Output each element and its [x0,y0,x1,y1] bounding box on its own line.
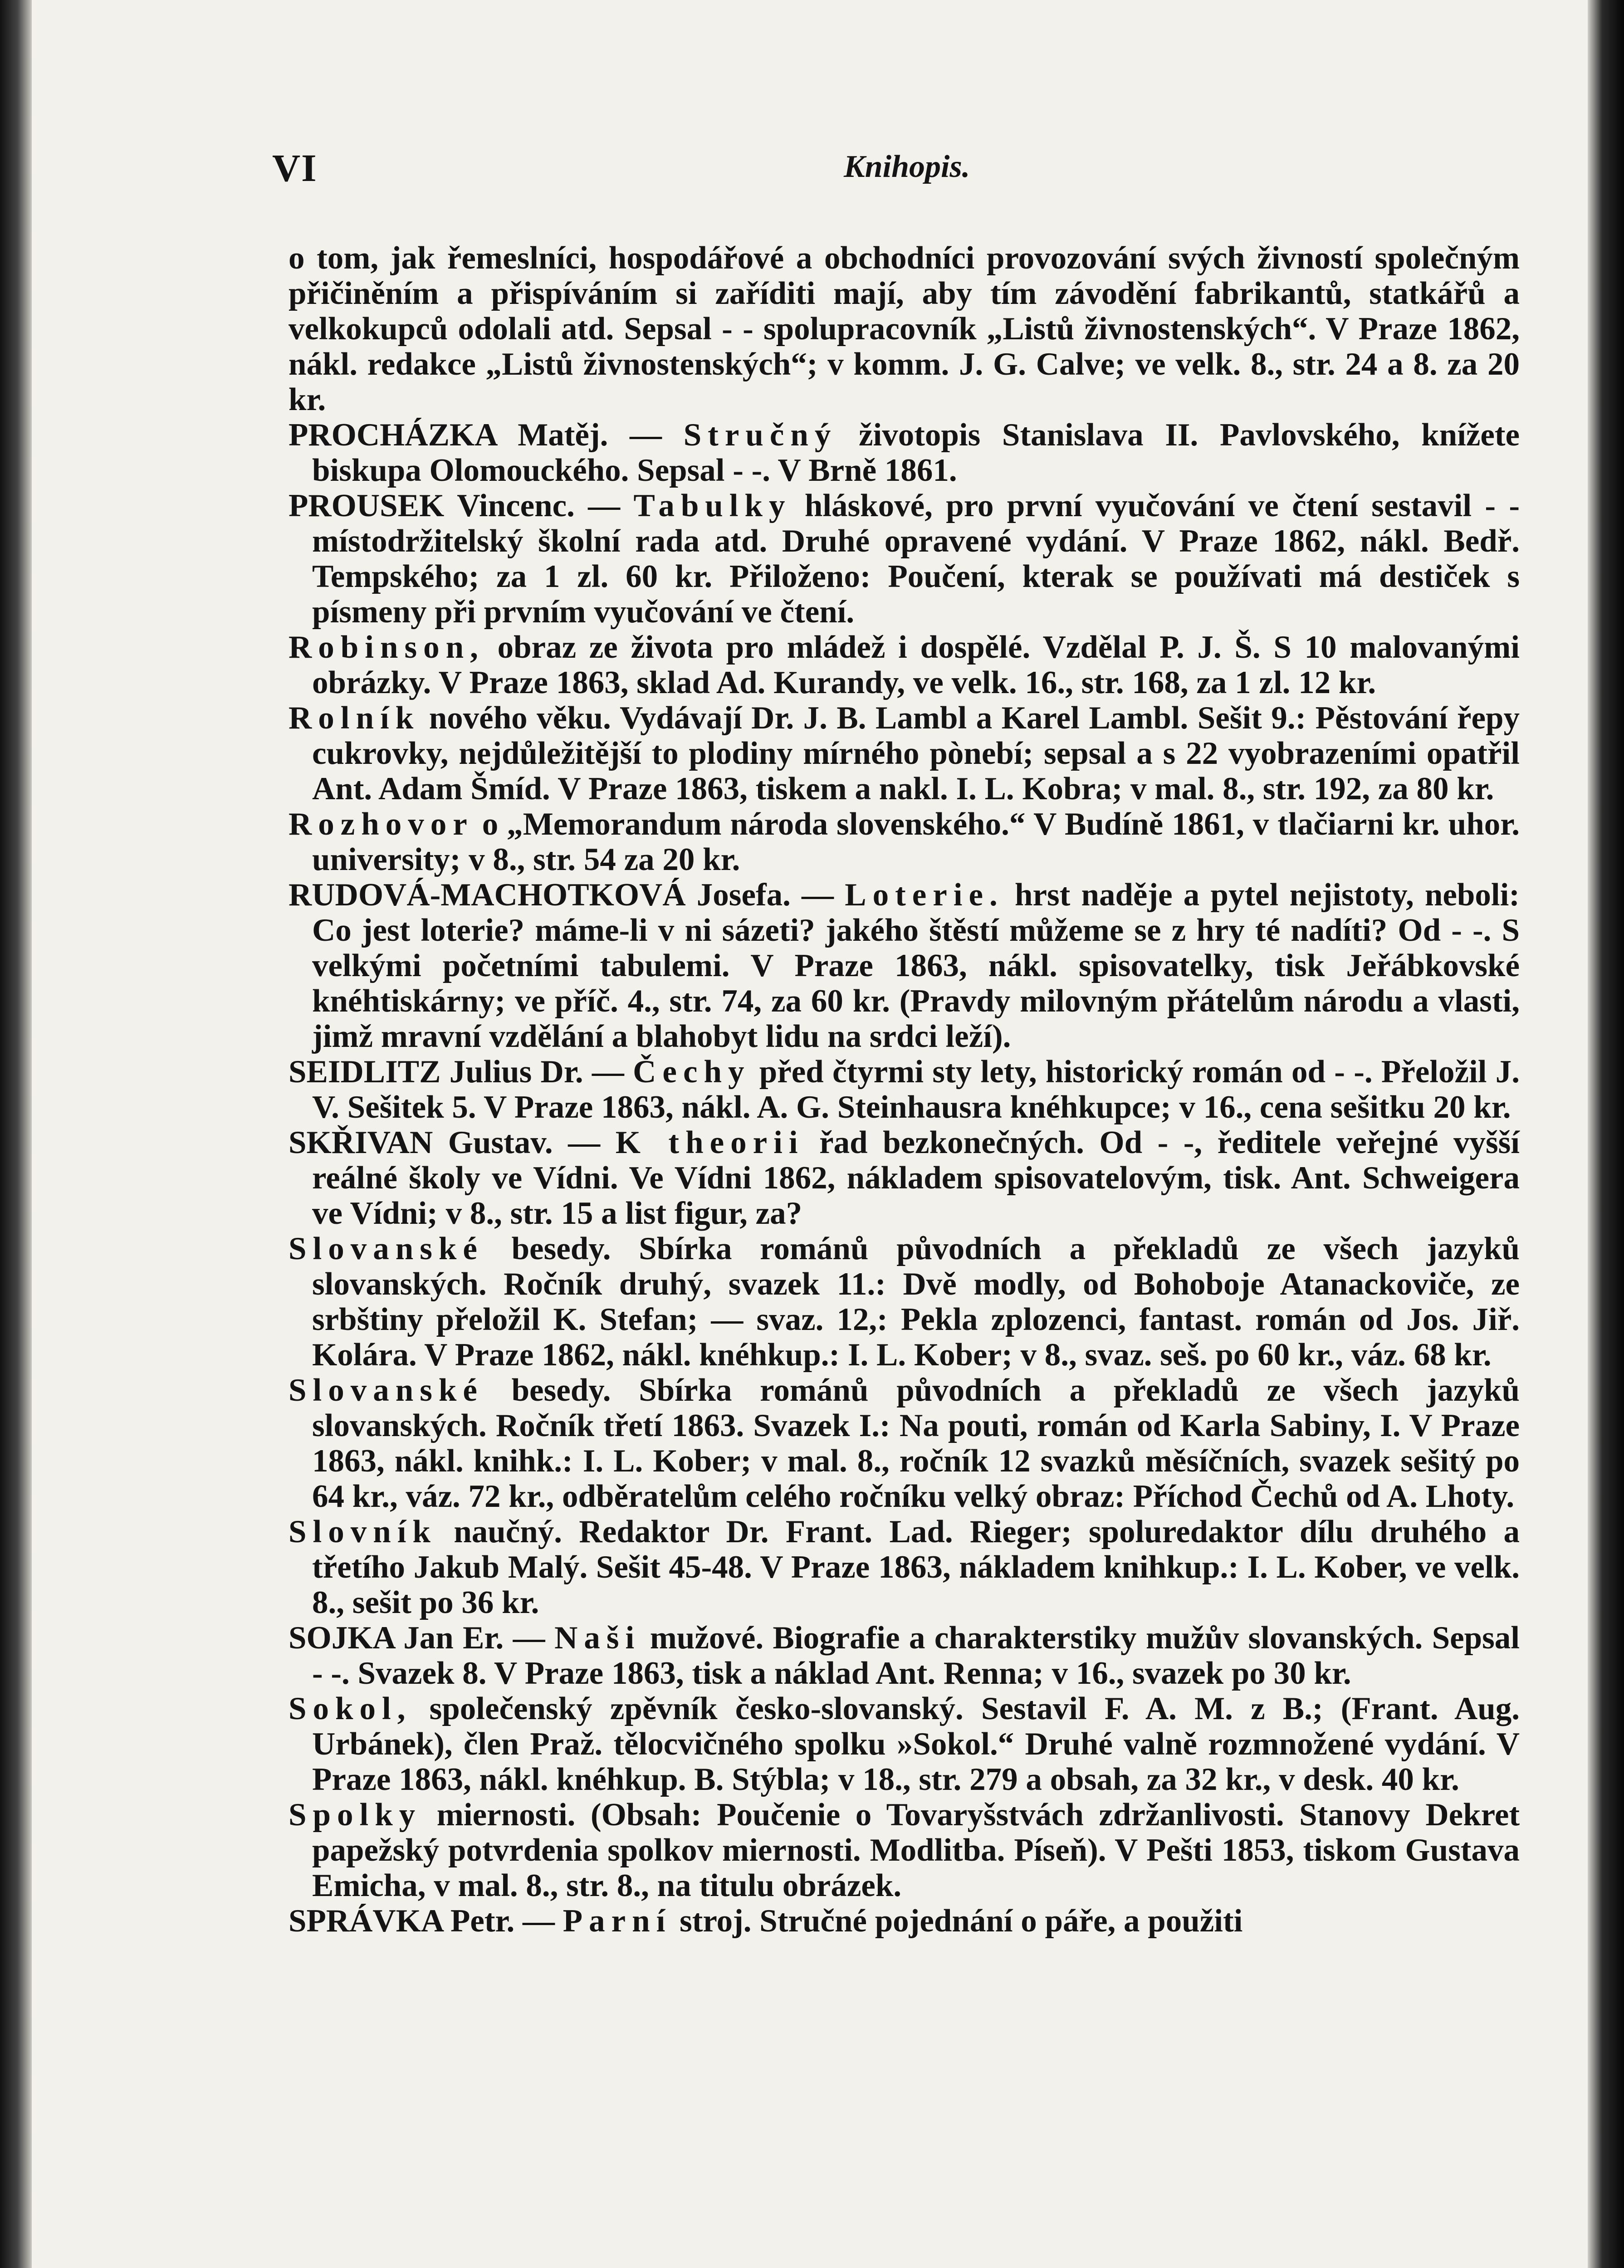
catalog-entry [289,700,1520,807]
page-number: VI [272,146,318,190]
entry-title: Spolky [289,1797,422,1833]
catalog-entry [289,1514,1520,1620]
entry-heading: SOJKA Jan Er. — [289,1620,545,1656]
catalog-entry [289,1620,1520,1691]
entry-text: společenský zpěvník česko-slovanský. Sestavil F. A. M. z B.; (Frant. Aug. Urbánek), člen Praž. tělocvičného spolku »Sokol.“ Druhé valně rozmnožené vydání. V Praze 1863, nákl. knéhkup. B. Stýbla; v 18., str. 279 a obsah, za 32 kr., v desk. 40 kr. [312,1691,1520,1797]
entry-text: před čtyrmi sty lety, historický román od - -. Přeložil J. V. Sešitek 5. V Praze 1863, nákl. A. G. Steinhausra knéhkupce; v 16., cena sešitku 20 kr. [312,1054,1520,1125]
catalog-entry [289,630,1520,700]
catalog-entry [289,1373,1520,1514]
entry-title: Rozhovor [289,807,474,842]
entry-heading: RUDOVÁ-MACHOTKOVÁ Josefa. — [289,877,834,913]
entry-text: hláskové, pro první vyučování ve čtení sestavil - - místodržitelský školní rada atd. Druhé opravené vydání. V Praze 1862, nákl. Bedř. Tempského; za 1 zl. 60 kr. Přiloženo: Poučení, kterak se používati má destiček s písmeny při prvním vyučování ve čtení. [312,488,1520,630]
entry-title: K theorii [615,1125,804,1160]
entry-heading: SPRÁVKA Petr. — [289,1903,555,1939]
entry-title: Naši [554,1620,641,1656]
page-edge-right [1588,0,1624,2268]
page-header [272,145,1542,195]
catalog-entry [289,1903,1520,1939]
entry-text: životopis Stanislava II. Pavlovského, knížete biskupa Olomouckého. Sepsal - -. V Brně 1861. [312,417,1520,488]
entry-title: Slovník [289,1514,437,1549]
entry-title: Tabulky [633,488,792,523]
catalog-entry [289,807,1520,877]
entry-title: Parní [563,1903,672,1939]
entry-heading: PROUSEK Vincenc. — [289,488,621,523]
entry-text: stroj. Stručné pojednání o páře, a použiti [680,1903,1243,1939]
catalog-text [289,240,1520,1939]
entry-title: Stručný [683,417,837,453]
entry-text: o „Memorandum národa slovenského.“ V Budíně 1861, v tlačiarni kr. uhor. university; v 8., str. 54 za 20 kr. [312,807,1520,877]
catalog-entry [289,417,1520,488]
catalog-entry [289,240,1520,417]
entry-text: besedy. Sbírka románů původních a překladů ze všech jazyků slovanských. Ročník druhý, svazek 11.: Dvě modly, od Bohoboje Atanackoviče, ze srbštiny přeložil K. Stefan; — svaz. 12,: Pekla zplozenci, fantast. román od Jos. Jiř. Kolára. V Praze 1862, nákl. knéhkup.: I. L. Kober; v 8., svaz. seš. po 60 kr., váz. 68 kr. [312,1231,1520,1373]
running-title: Knihopis. [844,149,970,184]
catalog-entry [289,1125,1520,1231]
entry-text: naučný. Redaktor Dr. Frant. Lad. Rieger; spoluredaktor dílu druhého a třetího Jakub Malý. Sešit 45-48. V Praze 1863, nákladem knihkup.: I. L. Kober, ve velk. 8., sešit po 36 kr. [312,1514,1520,1620]
entry-text: hrst naděje a pytel nejistoty, neboli: Co jest loterie? máme-li v ni sázeti? jakého štěstí můžeme se z hry té nadíti? Od - -. S velkými početními tabulemi. V Praze 1863, nákl. spisovatelky, tisk Jeřábkovské knéhtiskárny; ve příč. 4., str. 74, za 60 kr. (Pravdy milovným přátelům národu a vlasti, jimž mravní vzdělání a blahobyt lidu na srdci leží). [312,877,1520,1054]
entry-text: mužové. Biografie a charakterstiky mužův slovanských. Sepsal - -. Svazek 8. V Praze 1863, tisk a náklad Ant. Renna; v 16., svazek po 30 kr. [312,1620,1520,1691]
entry-title: Rolník [289,700,420,736]
entry-heading: PROCHÁZKA Matěj. — [289,417,662,453]
entry-title: Robinson, [289,630,484,665]
entry-text: o tom, jak řemeslníci, hospodářové a obchodníci provozování svých živností společným přičiněním a přispíváním si zaříditi mají, aby tím závodění fabrikantů, statkářů a velkokupců odolali atd. Sepsal - - spolupracovník „Listů živnostenských“. V Praze 1862, nákl. redakce „Listů živnostenských“; v komm. J. G. Calve; ve velk. 8., str. 24 a 8. za 20 kr. [289,240,1520,417]
entry-text: nového věku. Vydávají Dr. J. B. Lambl a Karel Lambl. Sešit 9.: Pěstování řepy cukrovky, nejdůležitější to plodiny mírného pònebí; sepsal a s 22 vyobrazeními opatřil Ant. Adam Šmíd. V Praze 1863, tiskem a nakl. I. L. Kobra; v mal. 8., str. 192, za 80 kr. [312,700,1520,807]
entry-text: řad bezkonečných. Od - -, ředitele veřejné vyšší reálné školy ve Vídni. Ve Vídni 1862, nákladem spisovatelovým, tisk. Ant. Schweigera ve Vídni; v 8., str. 15 a list figur, za? [312,1125,1520,1231]
entry-text: miernosti. (Obsah: Poučenie o Tovaryšstvách zdržanlivosti. Stanovy Dekret papežský potvrdenia spolkov miernosti. Modlitba. Píseň). V Pešti 1853, tiskom Gustava Emicha, v mal. 8., str. 8., na titulu obrázek. [312,1797,1520,1903]
entry-title: Slovanské [289,1373,484,1408]
entry-title: Slovanské [289,1231,484,1266]
catalog-entry [289,1691,1520,1797]
catalog-entry [289,1231,1520,1373]
catalog-entry [289,1054,1520,1125]
entry-heading: SEIDLITZ Julius Dr. — [289,1054,624,1090]
catalog-entry [289,1797,1520,1903]
catalog-entry [289,488,1520,630]
entry-text: besedy. Sbírka románů původních a překladů ze všech jazyků slovanských. Ročník třetí 1863. Svazek I.: Na pouti, román od Karla Sabiny, I. V Praze 1863, nákl. knihk.: I. L. Kober; v mal. 8., ročník 12 svazků měsíčních, svazek sešitý po 64 kr., váz. 72 kr., odběratelům celého ročníku velký obraz: Příchod Čechů od A. Lhoty. [312,1373,1520,1514]
page-edge-left [0,0,32,2268]
entry-heading: SKŘIVAN Gustav. — [289,1125,601,1160]
entry-title: Sokol, [289,1691,412,1726]
entry-title: Čechy [633,1054,751,1090]
entry-title: Loterie. [845,877,1004,913]
catalog-entry [289,877,1520,1054]
entry-text: obraz ze života pro mládež i dospělé. Vzdělal P. J. Š. S 10 malovanými obrázky. V Praze 1863, sklad Ad. Kurandy, ve velk. 16., str. 168, za 1 zl. 12 kr. [312,630,1520,700]
